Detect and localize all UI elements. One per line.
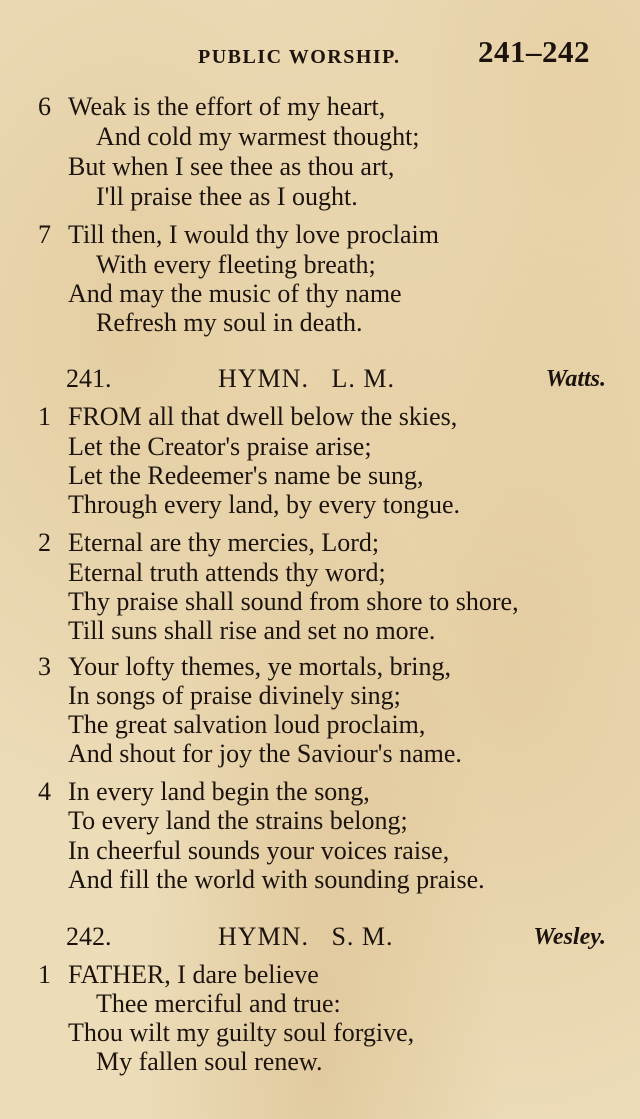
verse-line: Thee merciful and true: — [96, 989, 341, 1018]
hymn-heading — [0, 922, 640, 956]
verse-number: 6 — [38, 92, 51, 121]
verse-line: And cold my warmest thought; — [96, 122, 420, 151]
verse-line: Refresh my soul in death. — [96, 308, 363, 337]
verse-line: FATHER, I dare believe — [68, 960, 319, 989]
hymn-range: 241–242 — [478, 34, 590, 69]
verse-line: And shout for joy the Saviour's name. — [68, 739, 462, 768]
verse-line: In every land begin the song, — [68, 777, 370, 806]
verse-line: To every land the strains belong; — [68, 806, 408, 835]
verse-number: 4 — [38, 777, 51, 806]
verse-line: Till then, I would thy love proclaim — [68, 220, 439, 249]
verse-line: I'll praise thee as I ought. — [96, 182, 358, 211]
hymn-number: 241. — [66, 364, 112, 393]
verse-line: Eternal truth attends thy word; — [68, 558, 386, 587]
running-title: PUBLIC WORSHIP. — [198, 46, 401, 68]
verse-line: But when I see thee as thou art, — [68, 152, 395, 181]
verse-line: FROM all that dwell below the skies, — [68, 402, 458, 431]
hymn-author: Wesley. — [533, 924, 606, 950]
verse-line: Eternal are thy mercies, Lord; — [68, 528, 380, 557]
hymn-meter: HYMN. L. M. — [218, 364, 395, 393]
verse-line: In cheerful sounds your voices raise, — [68, 836, 450, 865]
verse-line: Your lofty themes, ye mortals, bring, — [68, 652, 451, 681]
hymn-heading — [0, 364, 640, 398]
verse-number: 7 — [38, 220, 51, 249]
verse-line: Let the Creator's praise arise; — [68, 432, 372, 461]
verse-line: With every fleeting breath; — [96, 250, 376, 279]
verse-line: My fallen soul renew. — [96, 1047, 323, 1076]
hymn-author: Watts. — [545, 366, 606, 392]
verse-line: And fill the world with sounding praise. — [68, 865, 485, 894]
verse-line: Let the Redeemer's name be sung, — [68, 461, 424, 490]
verse-line: The great salvation loud proclaim, — [68, 710, 426, 739]
verse-line: Weak is the effort of my heart, — [68, 92, 386, 121]
verse-line: Till suns shall rise and set no more. — [68, 616, 436, 645]
hymn-meter: HYMN. S. M. — [218, 922, 394, 951]
verse-number: 1 — [38, 960, 51, 989]
verse-line: And may the music of thy name — [68, 279, 402, 308]
verse-line: Through every land, by every tongue. — [68, 490, 461, 519]
verse-number: 2 — [38, 528, 51, 557]
verse-number: 3 — [38, 652, 51, 681]
hymn-number: 242. — [66, 922, 112, 951]
verse-line: Thy praise shall sound from shore to shore, — [68, 587, 519, 616]
verse-line: In songs of praise divinely sing; — [68, 681, 401, 710]
verse-number: 1 — [38, 402, 51, 431]
verse-line: Thou wilt my guilty soul forgive, — [68, 1018, 415, 1047]
running-head — [0, 34, 640, 74]
